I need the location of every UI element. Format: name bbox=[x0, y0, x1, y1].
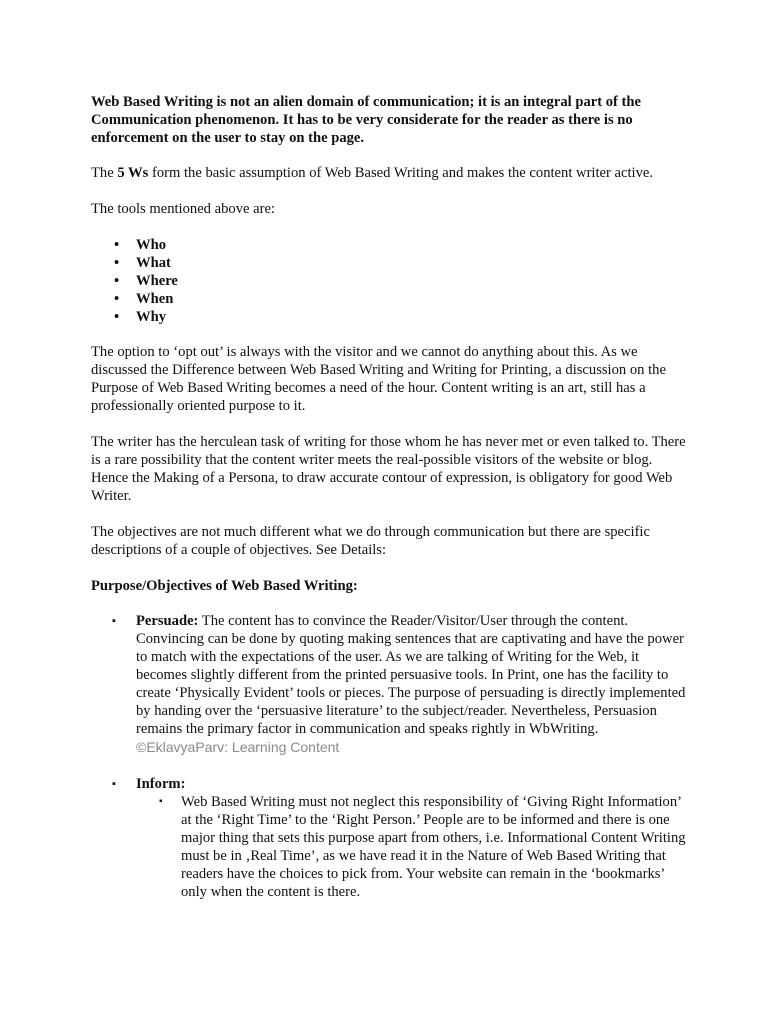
list-item bbox=[91, 236, 691, 254]
five-ws-paragraph bbox=[91, 164, 691, 182]
objective-persuade bbox=[91, 612, 691, 757]
bullet-icon: • bbox=[114, 309, 120, 325]
tools-list bbox=[91, 236, 691, 326]
five-ws-prefix: The bbox=[91, 165, 118, 181]
bullet-icon: • bbox=[114, 273, 120, 289]
list-item bbox=[91, 308, 691, 326]
list-item bbox=[91, 272, 691, 290]
opt-out-paragraph: The option to ‘opt out’ is always with the visitor and we cannot do anything about this. As we discussed the Difference between Web Based Writing and Writing for Printing, a discussion on the Purpose of Web Based Writing becomes a need of the hour. Content writing is an art, still has a professionally oriented purpose to it. bbox=[91, 344, 666, 414]
objective-inform bbox=[91, 775, 691, 901]
tool-label: When bbox=[136, 291, 174, 307]
objectives-list bbox=[91, 612, 691, 901]
square-bullet-icon: ▪ bbox=[159, 796, 163, 807]
intro-paragraph: Web Based Writing is not an alien domain of communication; it is an integral part of the Communication phenomenon. It has to be very considerate for the reader as there is no enforcement on the user to stay on the page. bbox=[91, 94, 641, 146]
bullet-icon: • bbox=[114, 291, 120, 307]
list-item bbox=[91, 290, 691, 308]
square-bullet-icon: ▪ bbox=[112, 615, 116, 627]
bullet-icon: • bbox=[114, 237, 120, 253]
sub-item-text: Web Based Writing must not neglect this responsibility of ‘Giving Right Information’ at the ‘Right Time’ to the ‘Right Person.’ People are to be informed and there is one major thing that sets this purpose apart from others, i.e. Informational Content Writing must be in ‚Real Time’, as we have read it in the Nature of Web Based Writing that readers have the choices to pick from. Your website can remain in the ‘bookmarks’ only when the content is there. bbox=[181, 794, 686, 900]
tool-label: Why bbox=[136, 309, 167, 325]
objective-label: Persuade: bbox=[136, 613, 199, 629]
list-item bbox=[136, 793, 691, 901]
five-ws-emphasis: 5 Ws bbox=[117, 165, 149, 181]
objectives-paragraph: The objectives are not much different what we do through communication but there are specific descriptions of a couple of objectives. See Details: bbox=[91, 524, 650, 558]
objective-text: The content has to convince the Reader/Visitor/User through the content. Convincing can be done by quoting making sentences that are captivating and have the power to match with the expectations of the user. As we are talking of Writing for the Web, it becomes slightly different from the printed persuasive tools. In Print, one has the facility to create ‘Physically Evident’ tools or pieces. The purpose of persuading is directly implemented by handing over the ‘persuasive literature’ to the subject/reader. Nevertheless, Persuasion remains the primary factor in communication and speaks rightly in WbWriting. bbox=[136, 613, 686, 737]
objective-label: Inform: bbox=[136, 776, 186, 792]
section-heading: Purpose/Objectives of Web Based Writing: bbox=[91, 578, 358, 594]
document-page bbox=[91, 93, 691, 919]
list-item bbox=[91, 254, 691, 272]
watermark-text: ©EklavyaParv: Learning Content bbox=[136, 739, 340, 755]
tool-label: Who bbox=[136, 237, 167, 253]
five-ws-suffix: form the basic assumption of Web Based Writing and makes the content writer active. bbox=[148, 165, 654, 181]
tools-intro: The tools mentioned above are: bbox=[91, 201, 275, 217]
inform-sub-list bbox=[136, 793, 691, 901]
tool-label: What bbox=[136, 255, 171, 271]
tool-label: Where bbox=[136, 273, 178, 289]
persona-paragraph: The writer has the herculean task of writing for those whom he has never met or even talked to. There is a rare possibility that the content writer meets the real-possible visitors of the website or blog. Hence the Making of a Persona, to draw accurate contour of expression, is obligatory for good Web Writer. bbox=[91, 434, 686, 504]
bullet-icon: • bbox=[114, 255, 120, 271]
square-bullet-icon: ▪ bbox=[112, 778, 116, 790]
